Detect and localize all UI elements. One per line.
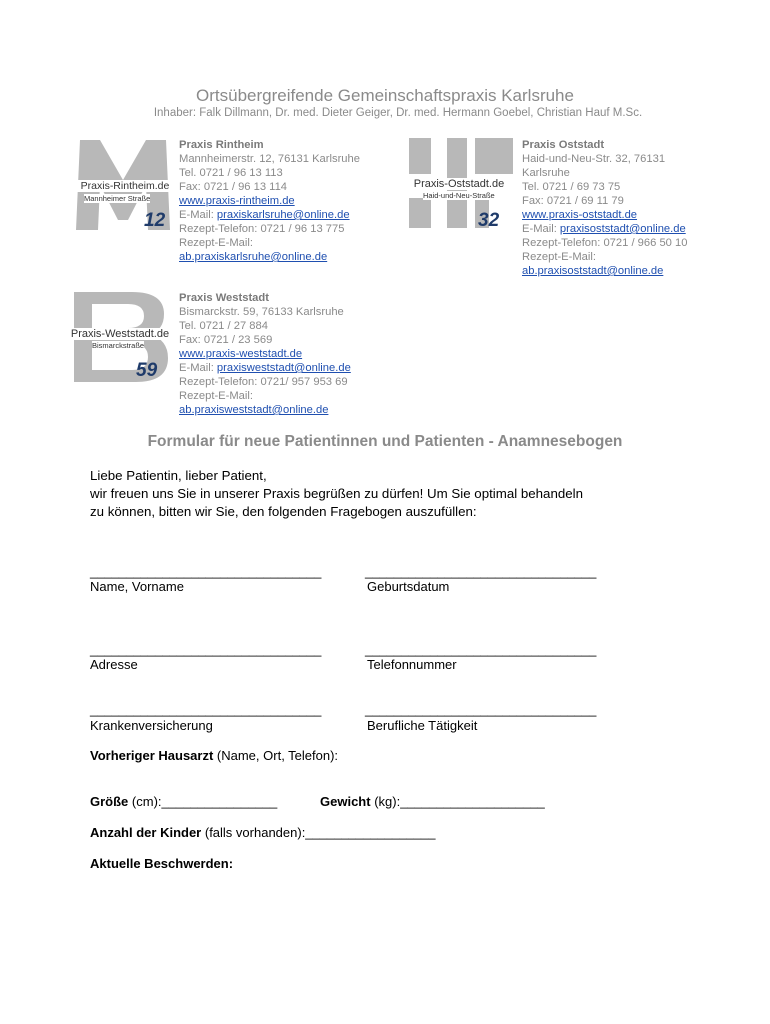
- address-label: Adresse: [90, 657, 138, 672]
- practice-rintheim-address: Mannheimerstr. 12, 76131 Karlsruhe: [179, 153, 360, 165]
- practice-oststadt-address-2: Karlsruhe: [522, 167, 570, 179]
- occupation-label: Berufliche Tätigkeit: [367, 718, 478, 733]
- owners-line: Inhaber: Falk Dillmann, Dr. med. Dieter Geiger, Dr. med. Hermann Goebel, Christian Hauf M.Sc.: [153, 107, 643, 119]
- practice-rintheim-web-link[interactable]: www.praxis-rintheim.de: [179, 195, 295, 207]
- children-label: Anzahl der Kinder: [90, 825, 202, 840]
- practice-oststadt-address-1: Haid-und-Neu-Str. 32, 76131: [522, 153, 666, 165]
- occupation-field-line[interactable]: ________________________________: [365, 702, 597, 717]
- weight-question[interactable]: [320, 794, 545, 809]
- complaints-label: Aktuelle Beschwerden:: [90, 856, 234, 871]
- practice-rintheim-tel: Tel. 0721 / 96 13 113: [179, 167, 283, 179]
- logo-rintheim: [70, 140, 176, 235]
- page-title: Ortsübergreifende Gemeinschaftspraxis Karlsruhe: [196, 86, 574, 105]
- logo-weststadt-street: Bismarckstraße: [92, 341, 145, 350]
- practice-oststadt-tel: Tel. 0721 / 69 73 75: [522, 181, 621, 193]
- address-field-line[interactable]: ________________________________: [90, 642, 322, 657]
- practice-rintheim: [179, 138, 409, 264]
- gp-question: [90, 748, 338, 763]
- phone-label: Telefonnummer: [367, 657, 457, 672]
- logo-weststadt: [70, 292, 178, 384]
- practice-weststadt-rezept-email-label: Rezept-E-Mail:: [179, 390, 253, 402]
- practice-weststadt-tel: Tel. 0721 / 27 884: [179, 320, 268, 332]
- practice-rintheim-email-label: E-Mail:: [179, 209, 217, 221]
- practice-rintheim-rezept-email-label: Rezept-E-Mail:: [179, 237, 253, 249]
- intro-line-1: wir freuen uns Sie in unserer Praxis begrüßen zu dürfen! Um Sie optimal behandeln: [90, 486, 583, 501]
- practice-weststadt-address: Bismarckstr. 59, 76133 Karlsruhe: [179, 306, 344, 318]
- practice-oststadt-email-link[interactable]: praxisoststadt@online.de: [559, 223, 686, 235]
- form-title: Formular für neue Patientinnen und Patienten - Anamnesebogen: [147, 433, 623, 450]
- children-question[interactable]: [90, 825, 435, 840]
- practice-oststadt-rezept-email-label: Rezept-E-Mail:: [522, 251, 596, 263]
- logo-rintheim-number: 12: [144, 210, 166, 231]
- logo-oststadt-street: Haid-und-Neu-Straße: [423, 191, 495, 200]
- practice-weststadt-name: Praxis Weststadt: [179, 292, 269, 304]
- practice-rintheim-fax: Fax: 0721 / 96 13 114: [179, 181, 288, 193]
- practice-weststadt-fax: Fax: 0721 / 23 569: [179, 334, 273, 346]
- phone-field-line[interactable]: ________________________________: [365, 642, 597, 657]
- practice-rintheim-rezept-email-link[interactable]: ab.praxiskarlsruhe@online.de: [179, 251, 328, 263]
- intro-line-2: zu können, bitten wir Sie, den folgenden Fragebogen auszufüllen:: [90, 504, 477, 519]
- height-label: Größe: [90, 794, 129, 809]
- insurance-label: Krankenversicherung: [90, 718, 213, 733]
- logo-oststadt: [407, 138, 517, 233]
- practice-oststadt-name: Praxis Oststadt: [522, 139, 605, 151]
- birthdate-field-line[interactable]: ________________________________: [365, 564, 597, 579]
- gp-label: Vorheriger Hausarzt: [90, 748, 214, 763]
- practice-oststadt-rezept-tel: Rezept-Telefon: 0721 / 966 50 10: [522, 237, 688, 249]
- practice-weststadt-rezept-email-link[interactable]: ab.praxisweststadt@online.de: [179, 404, 329, 416]
- name-field-line[interactable]: ________________________________: [90, 564, 322, 579]
- intro-text: [90, 467, 710, 521]
- insurance-field-line[interactable]: ________________________________: [90, 702, 322, 717]
- practice-weststadt-web-link[interactable]: www.praxis-weststadt.de: [179, 348, 303, 360]
- practice-oststadt-web-link[interactable]: www.praxis-oststadt.de: [522, 209, 638, 221]
- name-label: Name, Vorname: [90, 579, 184, 594]
- birthdate-label: Geburtsdatum: [367, 579, 450, 594]
- weight-input-line[interactable]: (kg):____________________: [370, 794, 545, 809]
- practice-oststadt: [522, 138, 752, 278]
- practice-rintheim-rezept-tel: Rezept-Telefon: 0721 / 96 13 775: [179, 223, 345, 235]
- height-question[interactable]: [90, 794, 277, 809]
- gp-hint: (Name, Ort, Telefon):: [213, 748, 339, 763]
- practice-weststadt-rezept-tel: Rezept-Telefon: 0721/ 957 953 69: [179, 376, 348, 388]
- practice-oststadt-fax: Fax: 0721 / 69 11 79: [522, 195, 624, 207]
- logo-rintheim-text: Praxis-Rintheim.de: [75, 180, 175, 192]
- logo-weststadt-number: 59: [136, 360, 158, 381]
- complaints-question: [90, 856, 233, 871]
- practice-rintheim-name: Praxis Rintheim: [179, 139, 264, 151]
- logo-oststadt-number: 32: [478, 210, 500, 231]
- practice-weststadt-email-label: E-Mail:: [179, 362, 217, 374]
- practice-weststadt-email-link[interactable]: praxisweststadt@online.de: [216, 362, 351, 374]
- logo-oststadt-text: Praxis-Oststadt.de: [407, 178, 511, 190]
- height-input-line[interactable]: (cm):________________: [128, 794, 278, 809]
- practice-oststadt-rezept-email-link[interactable]: ab.praxisoststadt@online.de: [522, 265, 664, 277]
- greeting: Liebe Patientin, lieber Patient,: [90, 468, 267, 483]
- practice-weststadt: [179, 291, 409, 417]
- weight-label: Gewicht: [320, 794, 371, 809]
- practice-rintheim-email-link[interactable]: praxiskarlsruhe@online.de: [216, 209, 350, 221]
- children-input-line[interactable]: (falls vorhanden):__________________: [201, 825, 436, 840]
- practice-oststadt-email-label: E-Mail:: [522, 223, 560, 235]
- logo-weststadt-text: Praxis-Weststadt.de: [70, 328, 170, 340]
- logo-rintheim-street: Mannheimer Straße: [84, 194, 151, 203]
